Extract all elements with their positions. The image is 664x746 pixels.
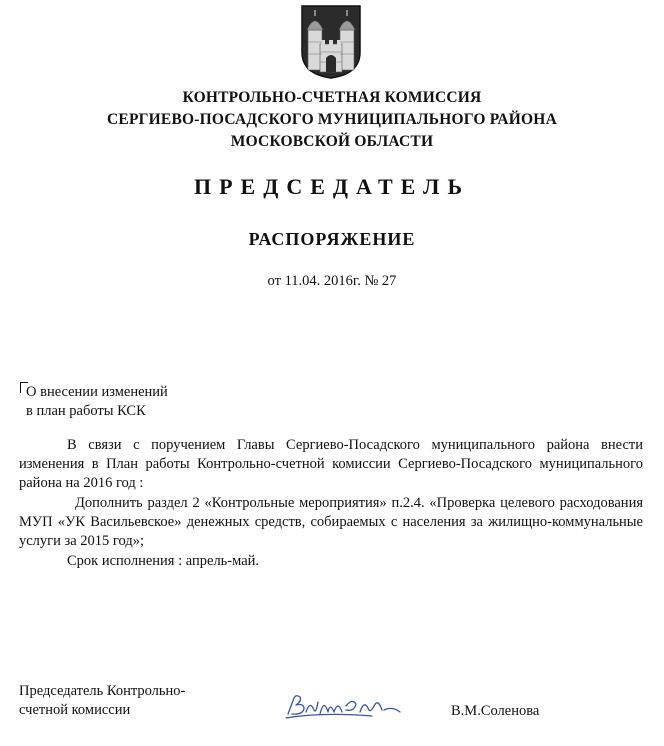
org-name-line-1: КОНТРОЛЬНО-СЧЕТНАЯ КОМИССИЯ — [182, 89, 482, 106]
signatory-title-line-2: счетной комиссии — [19, 702, 131, 718]
body-paragraph-3: Срок исполнения : апрель-май. — [67, 553, 260, 569]
signatory-title-line-1: Председатель Контрольно- — [19, 683, 186, 699]
org-name-line-3: МОСКОВСКОЙ ОБЛАСТИ — [230, 133, 434, 150]
org-name-line-2: СЕРГИЕВО-ПОСАДСКОГО МУНИЦИПАЛЬНОГО РАЙОНА — [107, 111, 557, 128]
body-paragraph-1: В связи с поручением Главы Сергиево-Посадского муниципального района внести изменения в План работы Контрольно-счетной комиссии Сергиево-Посадского муниципального района на 2016 год : — [19, 437, 643, 491]
document-type: РАСПОРЯЖЕНИЕ — [248, 229, 416, 249]
document-title: ПРЕДСЕДАТЕЛЬ — [193, 174, 470, 199]
body-paragraph-2: Дополнить раздел 2 «Контрольные мероприятия» п.2.4. «Проверка целевого расходования МУП «УК Васильевское» денежных средств, собираемых с населения за жилищно-коммунальные услуги за 2015 год»; — [19, 495, 643, 549]
subject-line-1: О внесении изменений — [26, 384, 168, 400]
handwritten-signature — [282, 688, 412, 722]
signatory-name: В.М.Соленова — [451, 703, 540, 719]
subject-line-2: в план работы КСК — [26, 403, 146, 419]
coat-of-arms-icon — [300, 4, 362, 80]
document-date-number: от 11.04. 2016г. № 27 — [267, 273, 397, 289]
